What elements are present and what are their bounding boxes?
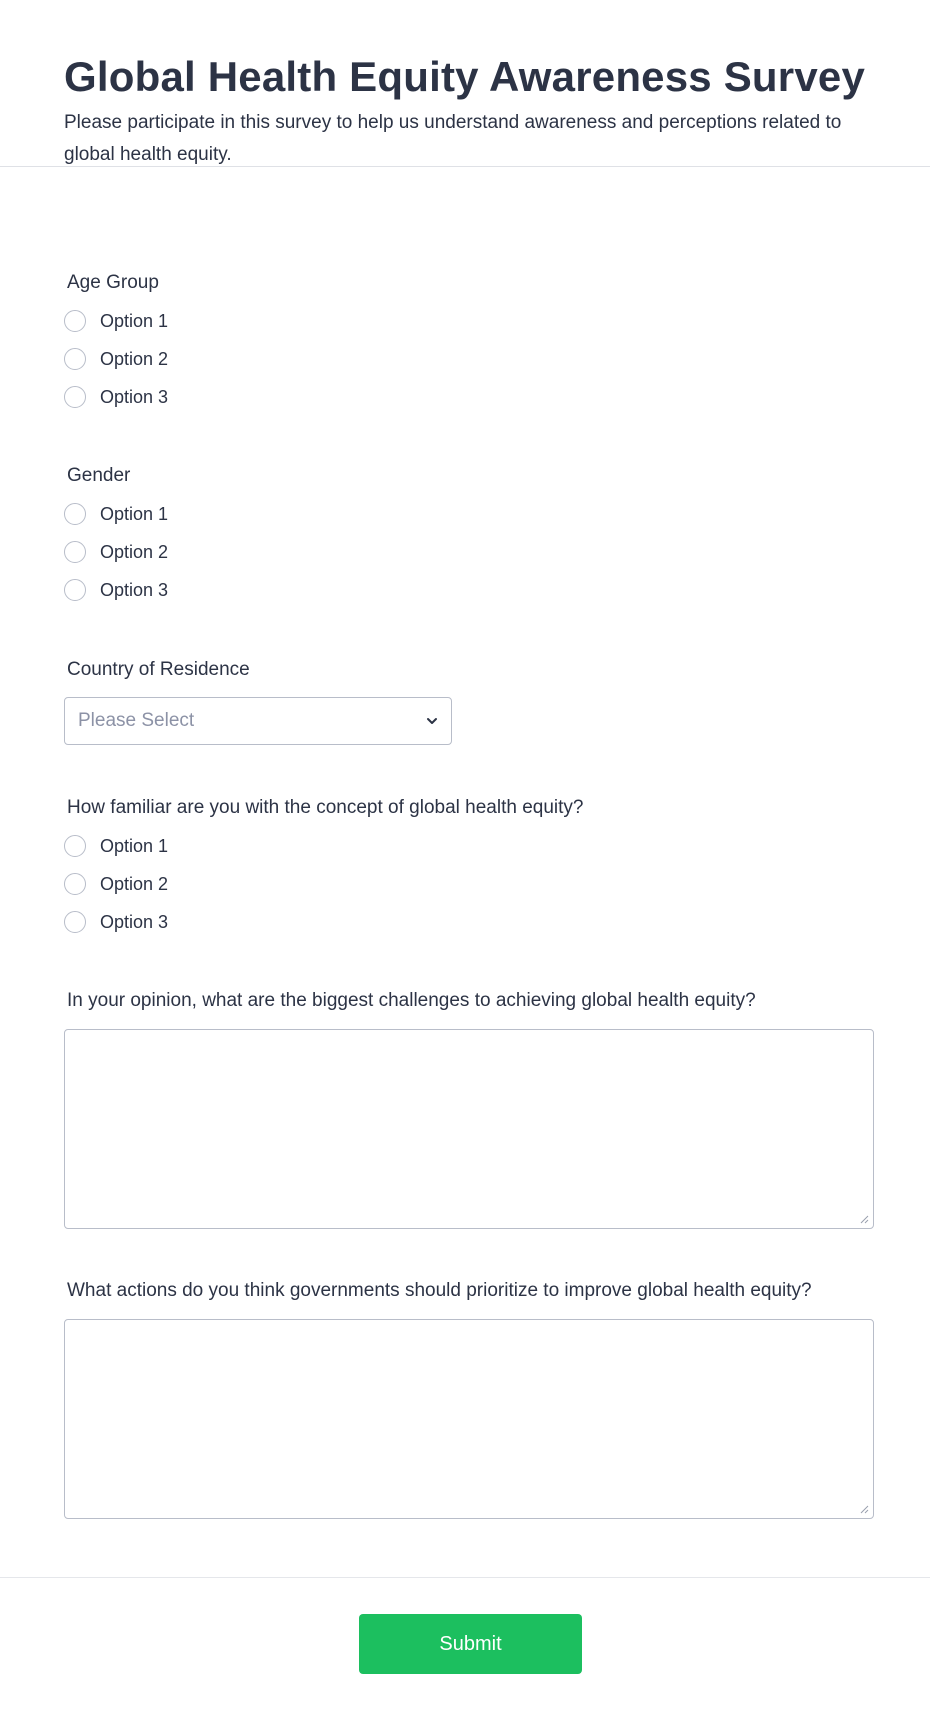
radio-option-label: Option 1 (100, 310, 169, 331)
submit-button[interactable]: Submit (359, 1614, 582, 1674)
radio-option-label: Option 3 (100, 911, 169, 932)
question-country (64, 657, 452, 745)
question-label: What actions do you think governments should prioritize to improve global health equity? (67, 1280, 812, 1301)
radio-option-label: Option 2 (100, 348, 169, 369)
radio-button[interactable] (64, 835, 86, 857)
radio-option-label: Option 1 (100, 503, 169, 524)
question-label: Gender (67, 465, 131, 486)
chevron-down-icon (425, 714, 439, 728)
form-header (0, 0, 930, 167)
radio-option[interactable] (64, 340, 168, 378)
radio-button[interactable] (64, 503, 86, 525)
challenges-textarea[interactable] (64, 1029, 874, 1229)
question-challenges (64, 988, 874, 1229)
resize-handle-icon[interactable] (859, 1504, 869, 1514)
question-gender (64, 463, 168, 609)
question-label: In your opinion, what are the biggest challenges to achieving global health equity? (67, 990, 756, 1011)
question-label: Age Group (67, 272, 159, 293)
form-title: Global Health Equity Awareness Survey (64, 53, 866, 100)
radio-button[interactable] (64, 911, 86, 933)
radio-option[interactable] (64, 903, 583, 941)
question-label: How familiar are you with the concept of global health equity? (67, 797, 584, 818)
radio-option[interactable] (64, 571, 168, 609)
radio-option-label: Option 2 (100, 541, 169, 562)
radio-option[interactable] (64, 378, 168, 416)
radio-option[interactable] (64, 495, 168, 533)
radio-button[interactable] (64, 541, 86, 563)
radio-option-label: Option 3 (100, 579, 169, 600)
radio-button[interactable] (64, 579, 86, 601)
question-actions (64, 1278, 874, 1519)
actions-textarea[interactable] (64, 1319, 874, 1519)
country-select[interactable] (64, 697, 452, 745)
radio-button[interactable] (64, 873, 86, 895)
form-footer (0, 1577, 930, 1724)
question-label: Country of Residence (67, 659, 250, 680)
question-familiarity (64, 795, 583, 941)
question-age-group (64, 270, 168, 416)
radio-button[interactable] (64, 348, 86, 370)
radio-option[interactable] (64, 533, 168, 571)
radio-option-label: Option 2 (100, 873, 169, 894)
radio-option[interactable] (64, 865, 583, 903)
form-subtitle: Please participate in this survey to help us understand awareness and perceptions related to global health equity. (64, 112, 842, 165)
radio-button[interactable] (64, 310, 86, 332)
radio-option[interactable] (64, 827, 583, 865)
radio-option-label: Option 1 (100, 835, 169, 856)
radio-option-label: Option 3 (100, 386, 169, 407)
radio-option[interactable] (64, 302, 168, 340)
select-placeholder: Please Select (78, 710, 195, 731)
radio-button[interactable] (64, 386, 86, 408)
resize-handle-icon[interactable] (859, 1214, 869, 1224)
